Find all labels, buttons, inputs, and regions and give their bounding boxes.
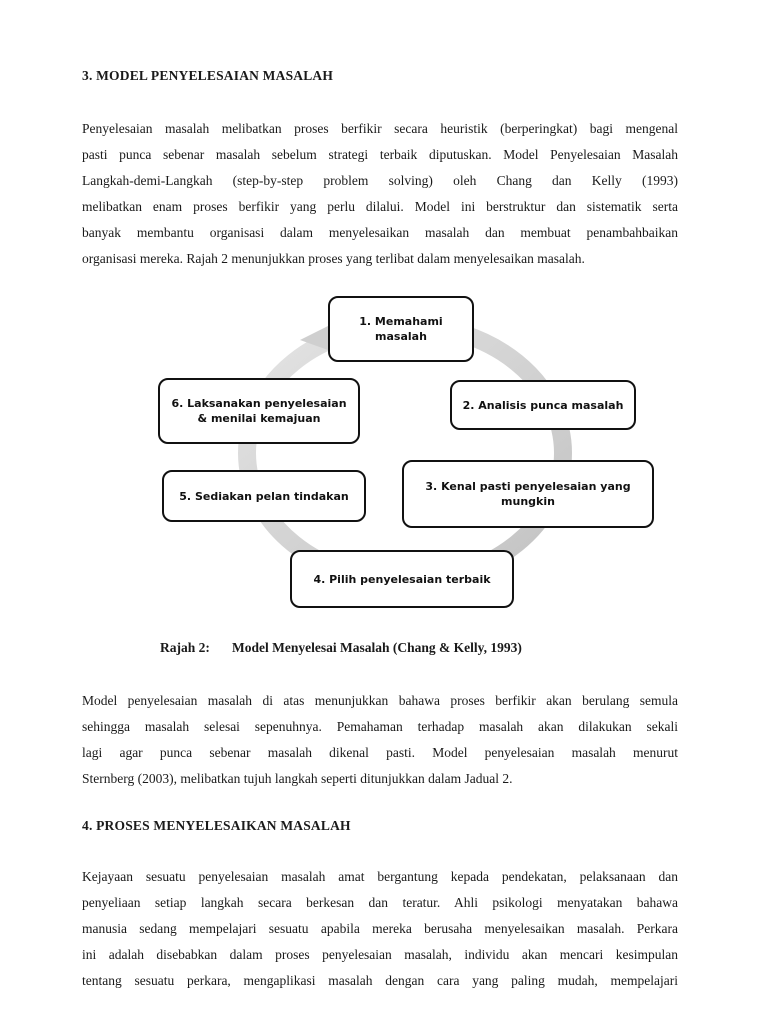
step-box-6: 6. Laksanakan penyelesaian & menilai kemajuan	[158, 378, 360, 444]
caption-title: Model Menyelesai Masalah (Chang & Kelly, 1993)	[232, 640, 522, 655]
paragraph-line: manusia sedang mempelajari sesuatu apabila mereka berusaha menyelesaikan masalah. Perkara	[82, 921, 678, 936]
section-4-paragraph	[82, 864, 678, 994]
section-4-heading: 4. PROSES MENYELESAIKAN MASALAH	[82, 818, 351, 833]
paragraph-line: Kejayaan sesuatu penyelesaian masalah amat bergantung kepada pendekatan, pelaksanaan dan	[82, 869, 678, 884]
caption-label: Rajah 2:	[160, 640, 210, 655]
step-box-1: 1. Memahami masalah	[328, 296, 474, 362]
paragraph-line: Model penyelesaian masalah di atas menunjukkan bahawa proses berfikir akan berulang semula	[82, 693, 678, 708]
step-box-3: 3. Kenal pasti penyelesaian yang mungkin	[402, 460, 654, 528]
paragraph-line: melibatkan enam proses berfikir yang perlu dilalui. Model ini berstruktur dan sistematik serta	[82, 199, 678, 214]
step-box-4: 4. Pilih penyelesaian terbaik	[290, 550, 514, 608]
section-3-heading: 3. MODEL PENYELESAIAN MASALAH	[82, 68, 334, 83]
paragraph-line: tentang sesuatu perkara, mengaplikasi masalah dengan cara yang paling mudah, mempelajari	[82, 973, 678, 988]
figure-caption	[160, 640, 522, 656]
paragraph-line: Penyelesaian masalah melibatkan proses berfikir secara heuristik (berperingkat) bagi mengenal	[82, 121, 678, 136]
step-box-2: 2. Analisis punca masalah	[450, 380, 636, 430]
paragraph-line: penyeliaan setiap langkah secara berkesan dan teratur. Ahli psikologi menyatakan bahawa	[82, 895, 678, 910]
paragraph-line: organisasi mereka. Rajah 2 menunjukkan proses yang terlibat dalam menyelesaikan masalah.	[82, 251, 585, 266]
paragraph-2	[82, 688, 678, 792]
paragraph-line: pasti punca sebenar masalah sebelum strategi terbaik diputuskan. Model Penyelesaian Masalah	[82, 147, 678, 162]
paragraph-line: sehingga masalah selesai sepenuhnya. Pemahaman terhadap masalah akan dilakukan sekali	[82, 719, 678, 734]
paragraph-line: ini adalah disebabkan dalam proses penyelesaian masalah, individu akan mencari kesimpulan	[82, 947, 678, 962]
problem-solving-cycle-diagram	[150, 288, 660, 618]
paragraph-line: lagi agar punca sebenar masalah dikenal pasti. Model penyelesaian masalah menurut	[82, 745, 678, 760]
section-3-paragraph	[82, 116, 678, 272]
paragraph-line: Langkah-demi-Langkah (step-by-step problem solving) oleh Chang dan Kelly (1993)	[82, 173, 678, 188]
step-box-5: 5. Sediakan pelan tindakan	[162, 470, 366, 522]
paragraph-line: Sternberg (2003), melibatkan tujuh langkah seperti ditunjukkan dalam Jadual 2.	[82, 771, 513, 786]
paragraph-line: banyak membantu organisasi dalam menyelesaikan masalah dan membuat penambahbaikan	[82, 225, 678, 240]
